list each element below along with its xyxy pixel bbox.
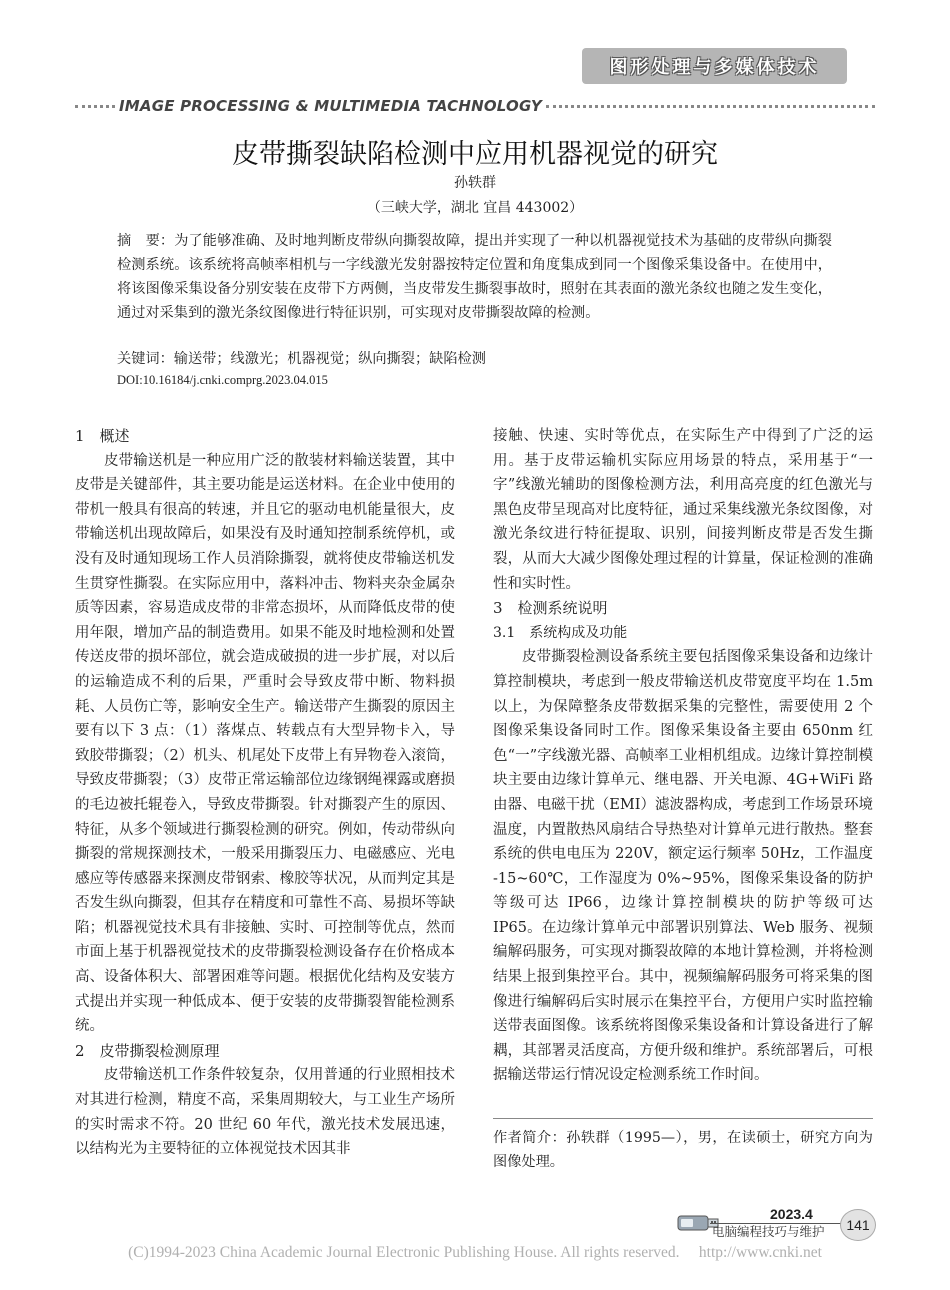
header-band bbox=[75, 97, 875, 115]
right-column bbox=[493, 424, 873, 1088]
issue-number: 2023.4 bbox=[770, 1206, 813, 1222]
affiliation: （三峡大学，湖北 宜昌 443002） bbox=[366, 200, 584, 216]
left-column bbox=[75, 424, 455, 1162]
author: 孙轶群 bbox=[454, 175, 496, 191]
paragraph: 皮带撕裂检测设备系统主要包括图像采集设备和边缘计算控制模块，考虑到一般皮带输送机皮带宽度平均在 1.5m 以上，为保障整条皮带数据采集的完整性，需要使用 2 个图像采集设备同时工作。图像采集设备主要由 650nm 红色“一”字线激光器、高帧率工业相机组成。边缘计算控制模块主要由边缘计算单元、继电器、开关电源、4G+WiFi 路由器、电磁干扰（EMI）滤波器构成，考虑到工作场景环境温度，内置散热风扇结合导热垫对计算单元进行散热。整套系统的供电电压为 220V，额定运行频率 50Hz，工作温度 -15~60℃，工作湿度为 0%~95%，图像采集设备的防护等级可达 IP66，边缘计算控制模块的防护等级可达 IP65。在边缘计算单元中部署识别算法、Web 服务、视频编解码服务，可实现对撕裂故障的本地计算检测，并将检测结果上报到集控平台。其中，视频编解码服务可将采集的图像进行编解码后实时展示在集控平台，方便用户实时监控输送带表面图像。该系统将图像采集设备和计算设备进行了解耦，其部署灵活度高，方便升级和维护。系统部署后，可根据输送带运行情况设定检测系统工作时间。 bbox=[493, 649, 873, 1084]
section-heading: 2 皮带撕裂检测原理 bbox=[75, 1041, 220, 1060]
section-heading: 1 概述 bbox=[75, 427, 130, 445]
page-number: 141 bbox=[840, 1209, 876, 1241]
section-heading: 3 检测系统说明 bbox=[493, 599, 608, 618]
author-footnote: 作者简介：孙轶群（1995—），男，在读硕士，研究方向为图像处理。 bbox=[493, 1130, 873, 1170]
subsection-heading: 3.1 系统构成及功能 bbox=[493, 624, 628, 641]
dotted-divider bbox=[546, 105, 875, 108]
footnote-divider bbox=[493, 1118, 873, 1119]
section-tag: 图形处理与多媒体技术 bbox=[582, 48, 847, 84]
paragraph: 皮带输送机工作条件较复杂，仅用普通的行业照相技术对其进行检测，精度不高，采集周期较大，与工业生产场所的实时需求不符。20 世纪 60 年代，激光技术发展迅速，以结构光为主要特征的立体视觉技术因其非 bbox=[75, 1067, 455, 1158]
doi: DOI:10.16184/j.cnki.comprg.2023.04.015 bbox=[117, 373, 328, 387]
keywords: 关键词：输送带；线激光；机器视觉；纵向撕裂；缺陷检测 bbox=[117, 351, 486, 367]
article-title: 皮带撕裂缺陷检测中应用机器视觉的研究 bbox=[232, 139, 718, 170]
copyright-watermark: (C)1994-2023 China Academic Journal Electronic Publishing House. All rights reserved. http://www.cnki.net bbox=[128, 1244, 822, 1261]
paragraph: 皮带输送机是一种应用广泛的散装材料输送装置，其中皮带是关键部件，其主要功能是运送材料。在企业中使用的带机一般具有很高的转速，并且它的驱动电机能量很大，皮带输送机出现故障后，如果没有及时通知控制系统停机，或没有及时通知现场工作人员消除撕裂，就将使皮带输送机发生贯穿性撕裂。在实际应用中，落料冲击、物料夹杂金属杂质等因素，容易造成皮带的非常态损坏，从而降低皮带的使用年限，增加产品的制造费用。如果不能及时地检测和处置传送皮带的损坏部位，就会造成破损的进一步扩展，对以后的运输造成不利的后果，严重时会导致皮带中断、物料损耗、人员伤亡等，影响安全生产。输送带产生撕裂的原因主要有以下 3 点：（1）落煤点、转载点有大型异物卡入，导致胶带撕裂；（2）机头、机尾处下皮带上有异物卷入滚筒，导致皮带撕裂；（3）皮带正常运输部位边缘钢绳裸露或磨损的毛边被托辊卷入，导致皮带撕裂。针对撕裂产生的原因、特征，从多个领域进行撕裂检测的研究。例如，传动带纵向撕裂的常规探测技术，一般采用撕裂压力、电磁感应、光电感应等传感器来探测皮带钢索、橡胶等状况，从而判定其是否发生纵向撕裂，但其存在精度和可靠性不高、易损坏等缺陷；机器视觉技术具有非接触、实时、可控制等优点，然而市面上基于机器视觉技术的皮带撕裂检测设备存在价格成本高、设备体积大、部署困难等问题。根据优化结构及安装方式提出并实现一种低成本、便于安装的皮带撕裂智能检测系统。 bbox=[75, 452, 455, 1035]
abstract: 摘 要：为了能够准确、及时地判断皮带纵向撕裂故障，提出并实现了一种以机器视觉技术为基础的皮带纵向撕裂检测系统。该系统将高帧率相机与一字线激光发射器按特定位置和角度集成到同一个图像采集设备中。在使用中，将该图像采集设备分别安装在皮带下方两侧，当皮带发生撕裂事故时，照射在其表面的激光条纹也随之发生变化，通过对采集到的激光条纹图像进行特征识别，可实现对皮带撕裂故障的检测。 bbox=[117, 233, 832, 321]
header-band-label: IMAGE PROCESSING & MULTIMEDIA TACHNOLOGY bbox=[119, 97, 542, 115]
paragraph: 接触、快速、实时等优点，在实际生产中得到了广泛的运用。基于皮带运输机实际应用场景的特点，采用基于“一字”线激光辅助的图像检测方法，利用高亮度的红色激光与黑色皮带呈现高对比度特征，通过采集线激光条纹图像，对激光条纹进行特征提取、识别，间接判断皮带是否发生撕裂，从而大大减少图像处理过程的计算量，保证检测的准确性和实时性。 bbox=[493, 428, 873, 592]
journal-name: 电脑编程技巧与维护 bbox=[712, 1224, 825, 1239]
dotted-divider bbox=[75, 105, 115, 108]
